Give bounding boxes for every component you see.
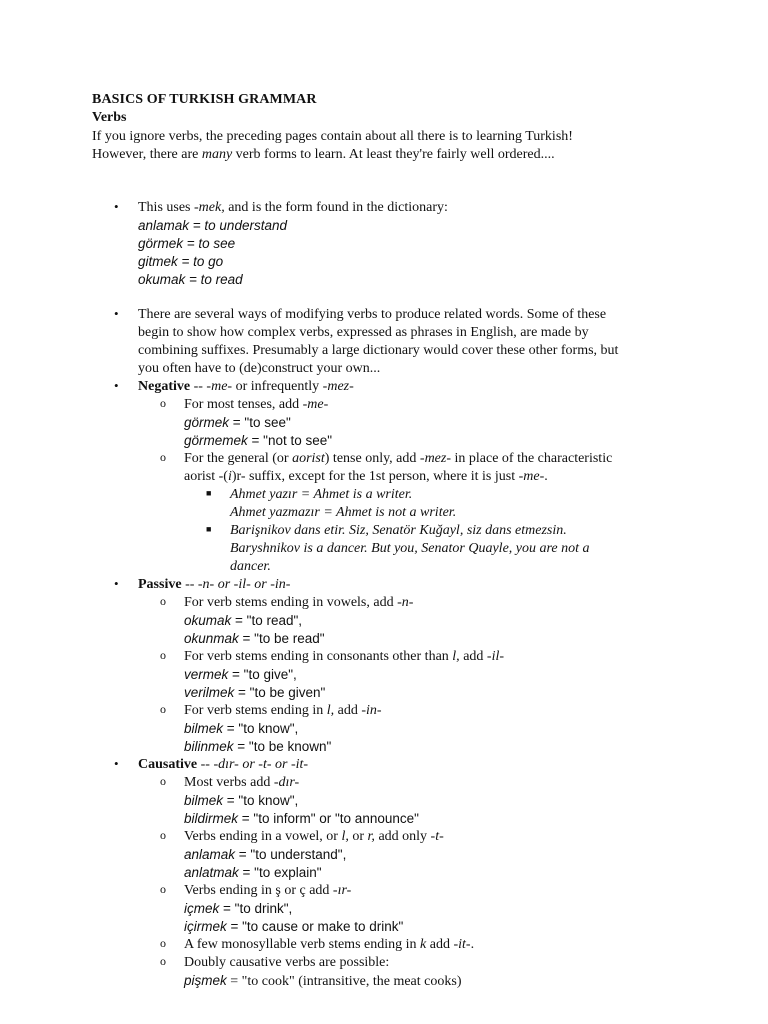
circle-marker: o (160, 594, 166, 608)
sub-item: Most verbs add -dır- bilmek = "to know", bildirmek = "to inform" or "to announce" (184, 775, 419, 826)
sub-item: For verb stems ending in vowels, add -n- okumak = "to read", okunmak = "to be read" (184, 595, 414, 646)
intro-paragraph (92, 128, 573, 164)
example-line: görmek = to see (138, 236, 236, 251)
circle-marker: o (160, 774, 166, 788)
list-item-causative: Causative -- -dır- or -t- or -it- (138, 757, 309, 772)
example-line: okumak = to read (138, 272, 243, 287)
example-line: gitmek = to go (138, 254, 224, 269)
sub-item: Verbs ending in ş or ç add -ır- içmek = "to drink", içirmek = "to cause or make to drink" (184, 883, 404, 934)
sub-item: Verbs ending in a vowel, or l, or r, add only -t- anlamak = "to understand", anlatmak = "to explain" (184, 829, 444, 880)
sub-item: A few monosyllable verb stems ending in k add -it-. (184, 937, 475, 952)
example-line: anlamak = to understand (138, 218, 287, 233)
bullet-marker: • (114, 378, 119, 393)
bullet-marker: • (114, 756, 119, 771)
sub-item: Doubly causative verbs are possible: pişmek = "to cook" (intransitive, the meat cooks) (184, 955, 462, 989)
list-item: This uses -mek, and is the form found in the dictionary: anlamak = to understand görmek = to see gitmek = to go okumak = to read (138, 200, 448, 287)
section-heading: Verbs (92, 110, 127, 125)
circle-marker: o (160, 936, 166, 950)
intro-line: If you ignore verbs, the preceding pages contain about all there is to learning Turkish! (92, 129, 573, 144)
circle-marker: o (160, 954, 166, 968)
circle-marker: o (160, 702, 166, 716)
example-block: Barişnikov dans etir. Siz, Senatör Kuğayl, siz dans etmezsin. Baryshnikov is a dancer. But you, Senator Quayle, you are not a dancer. (230, 523, 590, 574)
bullet-marker: • (114, 199, 119, 214)
circle-marker: o (160, 396, 166, 410)
list-item: There are several ways of modifying verbs to produce related words. Some of these begin to show how complex verbs, expressed as phrases in English, are made by combining suffixes. Presumably a large dictionary would cover these other forms, but you often have to (de)construct your own... (138, 307, 619, 376)
sub-item: For verb stems ending in consonants other than l, add -il- vermek = "to give", verilmek = "to be given" (184, 649, 505, 700)
square-marker: ■ (206, 488, 212, 498)
example-block: Ahmet yazır = Ahmet is a writer. Ahmet yazmazır = Ahmet is not a writer. (230, 487, 457, 520)
circle-marker: o (160, 882, 166, 896)
sub-item: For verb stems ending in l, add -in- bilmek = "to know", bilinmek = "to be known" (184, 703, 382, 754)
sub-item: For the general (or aorist) tense only, add -mez- in place of the characteristic aorist -(i)r- suffix, except for the 1st person, where it is just -me-. (184, 451, 613, 484)
page-title: BASICS OF TURKISH GRAMMAR (92, 92, 317, 107)
term-label: Negative (138, 379, 191, 394)
list-item-negative: Negative -- -me- or infrequently -mez- (138, 379, 354, 394)
circle-marker: o (160, 828, 166, 842)
list-item-passive: Passive -- -n- or -il- or -in- (138, 577, 291, 592)
intro-line: However, there are many verb forms to learn. At least they're fairly well ordered.... (92, 147, 555, 162)
bullet-marker: • (114, 306, 119, 321)
bullet-marker: • (114, 576, 119, 591)
circle-marker: o (160, 450, 166, 464)
square-marker: ■ (206, 524, 212, 534)
sub-item: For most tenses, add -me- görmek = "to see" görmemek = "not to see" (184, 397, 333, 448)
circle-marker: o (160, 648, 166, 662)
term-label: Passive (138, 577, 182, 592)
term-label: Causative (138, 757, 198, 772)
